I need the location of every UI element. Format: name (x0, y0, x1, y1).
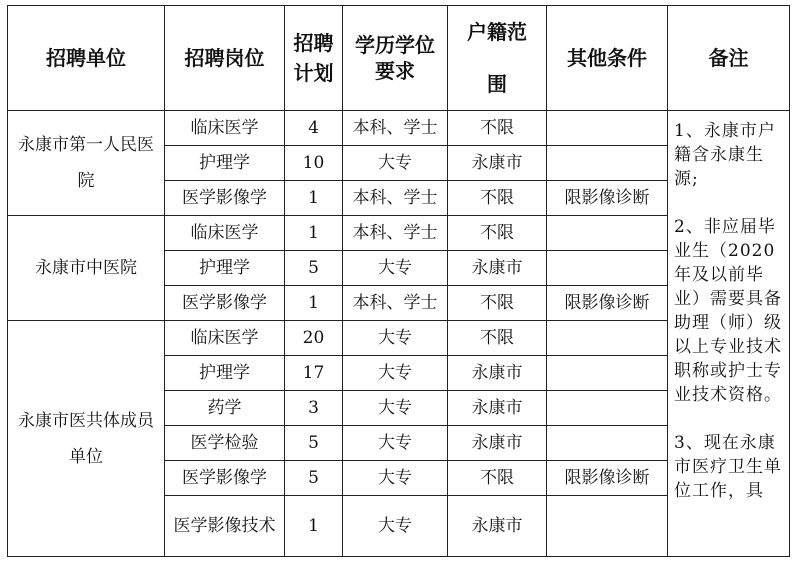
cell-plan: 1 (285, 496, 343, 557)
cell-education: 大专 (343, 391, 448, 426)
cell-education: 大专 (343, 426, 448, 461)
cell-plan: 1 (285, 286, 343, 321)
cell-household: 不限 (448, 216, 547, 251)
cell-other (547, 426, 668, 461)
cell-plan: 10 (285, 146, 343, 181)
cell-household: 不限 (448, 111, 547, 146)
header-plan: 招聘 计划 (285, 6, 343, 111)
cell-position: 医学影像技术 (165, 496, 285, 557)
cell-other (547, 496, 668, 557)
unit-name: 永康市医共体成员单位 (8, 321, 165, 557)
cell-household: 永康市 (448, 146, 547, 181)
cell-other: 限影像诊断 (547, 181, 668, 216)
cell-position: 医学影像学 (165, 461, 285, 496)
cell-other (547, 321, 668, 356)
header-household: 户籍范 围 (448, 6, 547, 111)
note-2: 2、非应届毕业生（2020年及以前毕业）需要具备助理（师）级以上专业技术职称或护士专业技术资格。 (674, 217, 782, 405)
cell-household: 不限 (448, 461, 547, 496)
cell-other (547, 146, 668, 181)
cell-position: 医学影像学 (165, 286, 285, 321)
header-education: 学历学位 要求 (343, 6, 448, 111)
cell-other (547, 356, 668, 391)
cell-household: 永康市 (448, 496, 547, 557)
cell-education: 本科、学士 (343, 286, 448, 321)
cell-education: 大专 (343, 321, 448, 356)
cell-education: 大专 (343, 356, 448, 391)
cell-plan: 17 (285, 356, 343, 391)
cell-position: 护理学 (165, 146, 285, 181)
table-row (8, 111, 790, 146)
cell-plan: 20 (285, 321, 343, 356)
cell-household: 不限 (448, 286, 547, 321)
cell-education: 大专 (343, 461, 448, 496)
header-position: 招聘岗位 (165, 6, 285, 111)
cell-education: 本科、学士 (343, 181, 448, 216)
cell-position: 医学影像学 (165, 181, 285, 216)
cell-other (547, 111, 668, 146)
unit-name: 永康市中医院 (8, 216, 165, 321)
cell-education: 本科、学士 (343, 216, 448, 251)
cell-other (547, 216, 668, 251)
cell-plan: 1 (285, 181, 343, 216)
header-notes: 备注 (668, 6, 790, 111)
cell-household: 永康市 (448, 356, 547, 391)
cell-education: 本科、学士 (343, 111, 448, 146)
note-3: 3、现在永康市医疗卫生单位工作，具 (674, 433, 782, 501)
cell-plan: 5 (285, 461, 343, 496)
cell-plan: 3 (285, 391, 343, 426)
cell-other (547, 391, 668, 426)
notes-cell (668, 111, 790, 557)
note-1: 1、永康市户籍含永康生源; (674, 121, 776, 189)
cell-education: 大专 (343, 251, 448, 286)
cell-plan: 5 (285, 251, 343, 286)
cell-position: 药学 (165, 391, 285, 426)
cell-household: 不限 (448, 181, 547, 216)
header-other-conditions: 其他条件 (547, 6, 668, 111)
cell-other: 限影像诊断 (547, 286, 668, 321)
cell-household: 永康市 (448, 251, 547, 286)
cell-position: 临床医学 (165, 111, 285, 146)
header-row (8, 6, 790, 111)
cell-position: 临床医学 (165, 321, 285, 356)
recruitment-table (7, 5, 790, 557)
cell-position: 临床医学 (165, 216, 285, 251)
cell-position: 护理学 (165, 356, 285, 391)
cell-plan: 4 (285, 111, 343, 146)
cell-education: 大专 (343, 496, 448, 557)
cell-education: 大专 (343, 146, 448, 181)
cell-household: 永康市 (448, 426, 547, 461)
cell-position: 医学检验 (165, 426, 285, 461)
cell-household: 不限 (448, 321, 547, 356)
cell-other: 限影像诊断 (547, 461, 668, 496)
cell-plan: 1 (285, 216, 343, 251)
cell-position: 护理学 (165, 251, 285, 286)
cell-household: 永康市 (448, 391, 547, 426)
header-unit: 招聘单位 (8, 6, 165, 111)
unit-name: 永康市第一人民医院 (8, 111, 165, 216)
cell-plan: 5 (285, 426, 343, 461)
cell-other (547, 251, 668, 286)
